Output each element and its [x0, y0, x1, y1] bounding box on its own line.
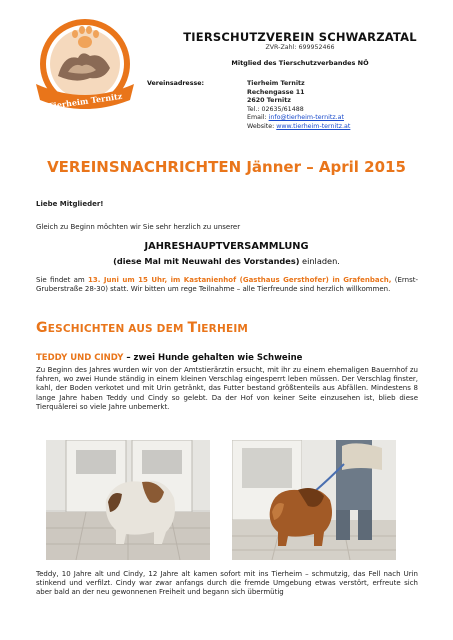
zvr-number: ZVR-Zahl: 699952466 — [265, 44, 335, 51]
assembly-details — [36, 276, 418, 294]
address-email-row — [247, 114, 350, 123]
email-label: Email: — [247, 114, 267, 122]
address-tel: Tel.: 02635/61488 — [247, 105, 304, 113]
assembly-subtitle: (diese Mal mit Neuwahl des Vorstandes) — [113, 256, 300, 266]
address-block — [247, 80, 350, 132]
dog-photo-cindy — [232, 440, 396, 560]
greeting: Liebe Mitglieder! — [36, 200, 104, 208]
section-heading — [36, 320, 248, 336]
logo-text: Tierheim Ternitz — [47, 90, 123, 112]
assembly-title: JAHRESHAUPTVERSAMMLUNG — [144, 241, 309, 252]
section-heading-rest1: ESCHICHTEN AUS DEM — [47, 323, 188, 335]
email-link[interactable]: info@tierheim-ternitz.at — [268, 114, 344, 122]
story-names: TEDDY UND CINDY — [36, 353, 124, 363]
org-name: TIERSCHUTZVEREIN SCHWARZATAL — [183, 30, 417, 44]
address-label: Vereinsadresse: — [147, 80, 204, 87]
story-paragraph-2: Teddy, 10 Jahre alt und Cindy, 12 Jahre alt kamen sofort mit ins Tierheim – schmutzig, das Fell nach Urin stinkend und verfilzt. Cindy war zwar anfangs durch die fremde Umgebung etwas verstört, erfreute sich aber bald an der neu gewonnenen Freiheit und begann sich übermütig — [36, 570, 418, 597]
story-title-text: – zwei Hunde gehalten wie Schweine — [123, 353, 303, 363]
intro-text: Gleich zu Beginn möchten wir Sie sehr herzlich zu unserer — [36, 223, 241, 231]
website-label: Website: — [247, 122, 275, 130]
section-heading-rest2: IERHEIM — [197, 323, 249, 335]
section-heading-g: G — [36, 320, 48, 336]
assembly-details-highlight: 13. Juni um 15 Uhr, im Kastanienhof (Gasthaus Gersthofer) in Grafenbach, — [88, 276, 392, 284]
address-website-row — [247, 123, 350, 132]
address-name: Tierheim Ternitz — [247, 80, 305, 87]
assembly-subtitle-row — [0, 256, 453, 266]
dog-photo-teddy — [46, 440, 210, 560]
tierheim-logo — [30, 14, 140, 124]
assembly-suffix: einladen. — [299, 256, 340, 266]
website-link[interactable]: www.tierheim-ternitz.at — [276, 122, 351, 130]
membership-note: Mitglied des Tierschutzverbandes NÖ — [231, 59, 369, 67]
address-street: Rechengasse 11 — [247, 88, 305, 96]
assembly-details-pre: Sie findet am — [36, 276, 88, 284]
story-paragraph-1: Zu Beginn des Jahres wurden wir von der Amtstierärztin ersucht, mit ihr zu einem ehemaligen Bauernhof zu fahren, wo zwei Hunde ständig in einem kleinen Verschlag eingesperrt leben müssen. Der Verschlag finster, kahl, der Boden verkotet und mit Urin getränkt, das Futter bestand größtenteils aus Abfällen. Mindestens 8 lange Jahre haben Teddy und Cindy so gelebt. Da der Hof von keiner Seite einzusehen ist, blieb diese Tierquälerei so viele Jahre unbemerkt. — [36, 366, 418, 411]
address-city: 2620 Ternitz — [247, 97, 291, 105]
assembly-details-post: (Ernst-Gruberstraße 28-30) statt. Wir bitten um rege Teilnahme – alle Tierfreunde sind herzlich willkommen. — [36, 276, 418, 294]
newsletter-headline: VEREINSNACHRICHTEN Jänner – April 2015 — [47, 158, 406, 176]
section-heading-t: T — [187, 320, 198, 336]
story-title — [36, 353, 302, 363]
